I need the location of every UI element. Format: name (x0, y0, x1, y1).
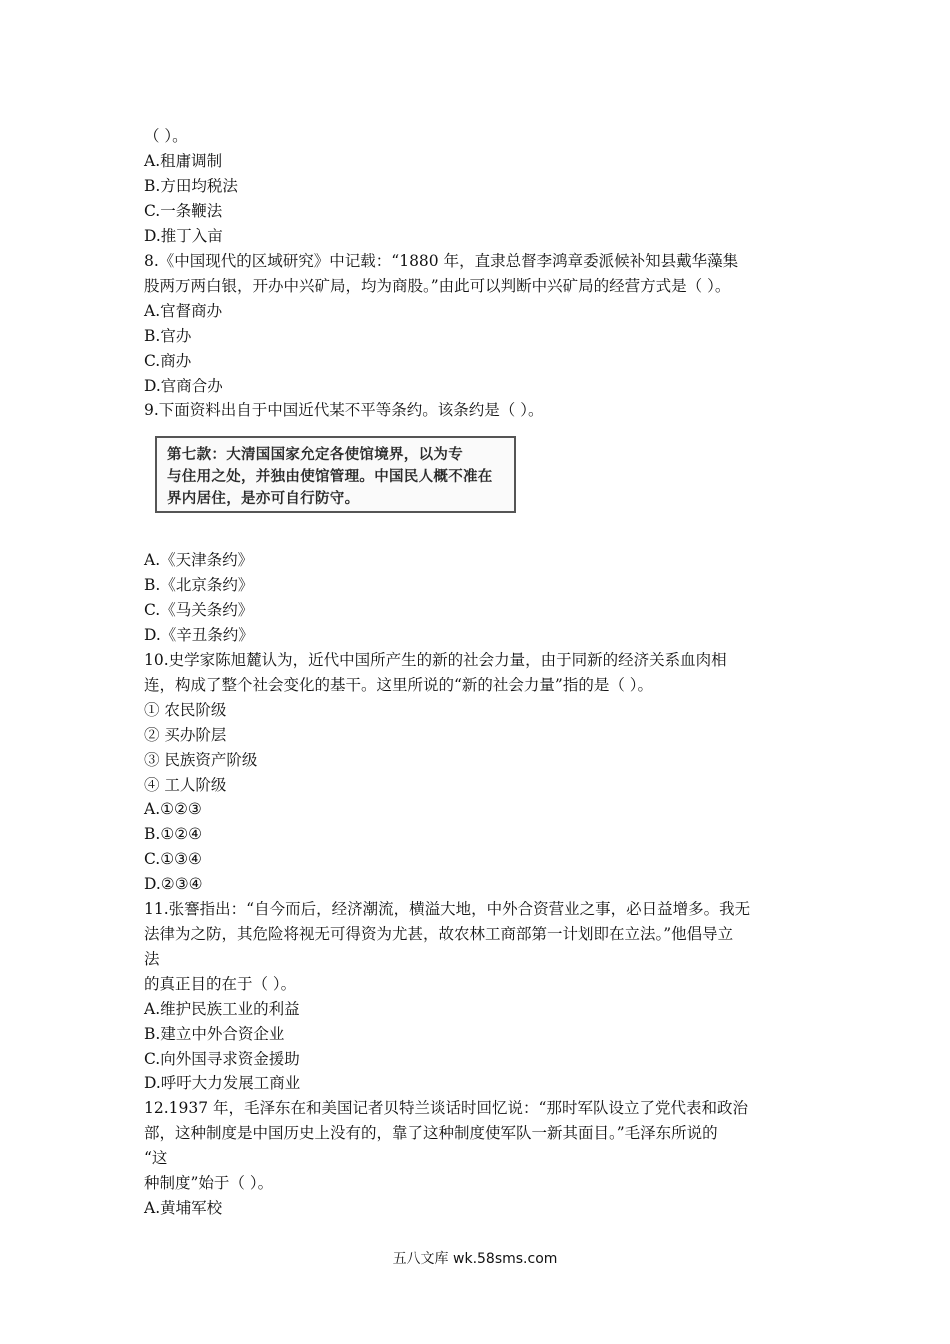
treaty-excerpt-box (155, 436, 516, 513)
text-line: （ ）。 (144, 127, 188, 145)
option-line: B.《北京条约》 (144, 576, 254, 594)
option-line: B.①②④ (144, 825, 203, 843)
option-line: B.官办 (144, 327, 192, 345)
option-line: C.一条鞭法 (144, 202, 223, 220)
treaty-excerpt-line: 界内居住，是亦可自行防守。 (167, 490, 360, 507)
question-8-text: 8.《中国现代的区域研究》中记载：“1880 年，直隶总督李鸿章委派候补知县戴华藻集 (144, 252, 739, 270)
choice-item: ③ 民族资产阶级 (144, 751, 258, 769)
option-line: C.《马关条约》 (144, 601, 254, 619)
option-line: A.维护民族工业的利益 (144, 1000, 300, 1018)
option-line: B.方田均税法 (144, 177, 238, 195)
choice-item: ④ 工人阶级 (144, 776, 227, 794)
option-line: A.黄埔军校 (144, 1199, 223, 1217)
question-12-text: 12.1937 年，毛泽东在和美国记者贝特兰谈话时回忆说：“那时军队设立了党代表和政治 (144, 1099, 748, 1117)
option-line: A.租庸调制 (144, 152, 223, 170)
question-11-text: 法律为之防，其危险将视无可得资为尤甚，故农林工商部第一计划即在立法。”他倡导立 (144, 925, 734, 943)
option-line: C.向外国寻求资金援助 (144, 1050, 300, 1068)
question-11-text: 11.张謇指出：“自今而后，经济潮流，横溢大地，中外合资营业之事，必日益增多。我无 (144, 900, 751, 918)
choice-item: ② 买办阶层 (144, 726, 227, 744)
option-line: C.商办 (144, 352, 192, 370)
question-12-text: “这 (144, 1149, 168, 1167)
choice-item: ① 农民阶级 (144, 701, 227, 719)
question-10-text: 10.史学家陈旭麓认为，近代中国所产生的新的社会力量，由于同新的经济关系血肉相 (144, 651, 727, 669)
question-11-text: 的真正目的在于（ ）。 (144, 975, 297, 993)
option-line: D.《辛丑条约》 (144, 626, 254, 644)
treaty-excerpt-line: 第七款：大清国国家允定各使馆境界，以为专 (167, 446, 463, 463)
option-line: D.呼吁大力发展工商业 (144, 1074, 301, 1092)
question-11-text: 法 (144, 950, 160, 968)
page-footer: 五八文库 wk.58sms.com (392, 1251, 558, 1267)
question-12-text: 部，这种制度是中国历史上没有的，靠了这种制度使军队一新其面目。”毛泽东所说的 (144, 1124, 718, 1142)
question-12-text: 种制度”始于（ ）。 (144, 1174, 274, 1192)
option-line: A.①②③ (144, 800, 202, 818)
option-line: B.建立中外合资企业 (144, 1025, 285, 1043)
treaty-excerpt-line: 与住用之处，并独由使馆管理。中国民人概不准在 (167, 468, 493, 485)
question-8-text: 股两万两白银，开办中兴矿局，均为商股。”由此可以判断中兴矿局的经营方式是（ ）。 (144, 277, 731, 295)
option-line: A.官督商办 (144, 302, 223, 320)
option-line: D.官商合办 (144, 377, 223, 395)
option-line: D.②③④ (144, 875, 203, 893)
option-line: D.推丁入亩 (144, 227, 223, 245)
question-9-text: 9.下面资料出自于中国近代某不平等条约。该条约是（ ）。 (144, 401, 544, 419)
option-line: C.①③④ (144, 850, 202, 868)
question-10-text: 连，构成了整个社会变化的基干。这里所说的“新的社会力量”指的是（ ）。 (144, 676, 654, 694)
option-line: A.《天津条约》 (144, 551, 254, 569)
